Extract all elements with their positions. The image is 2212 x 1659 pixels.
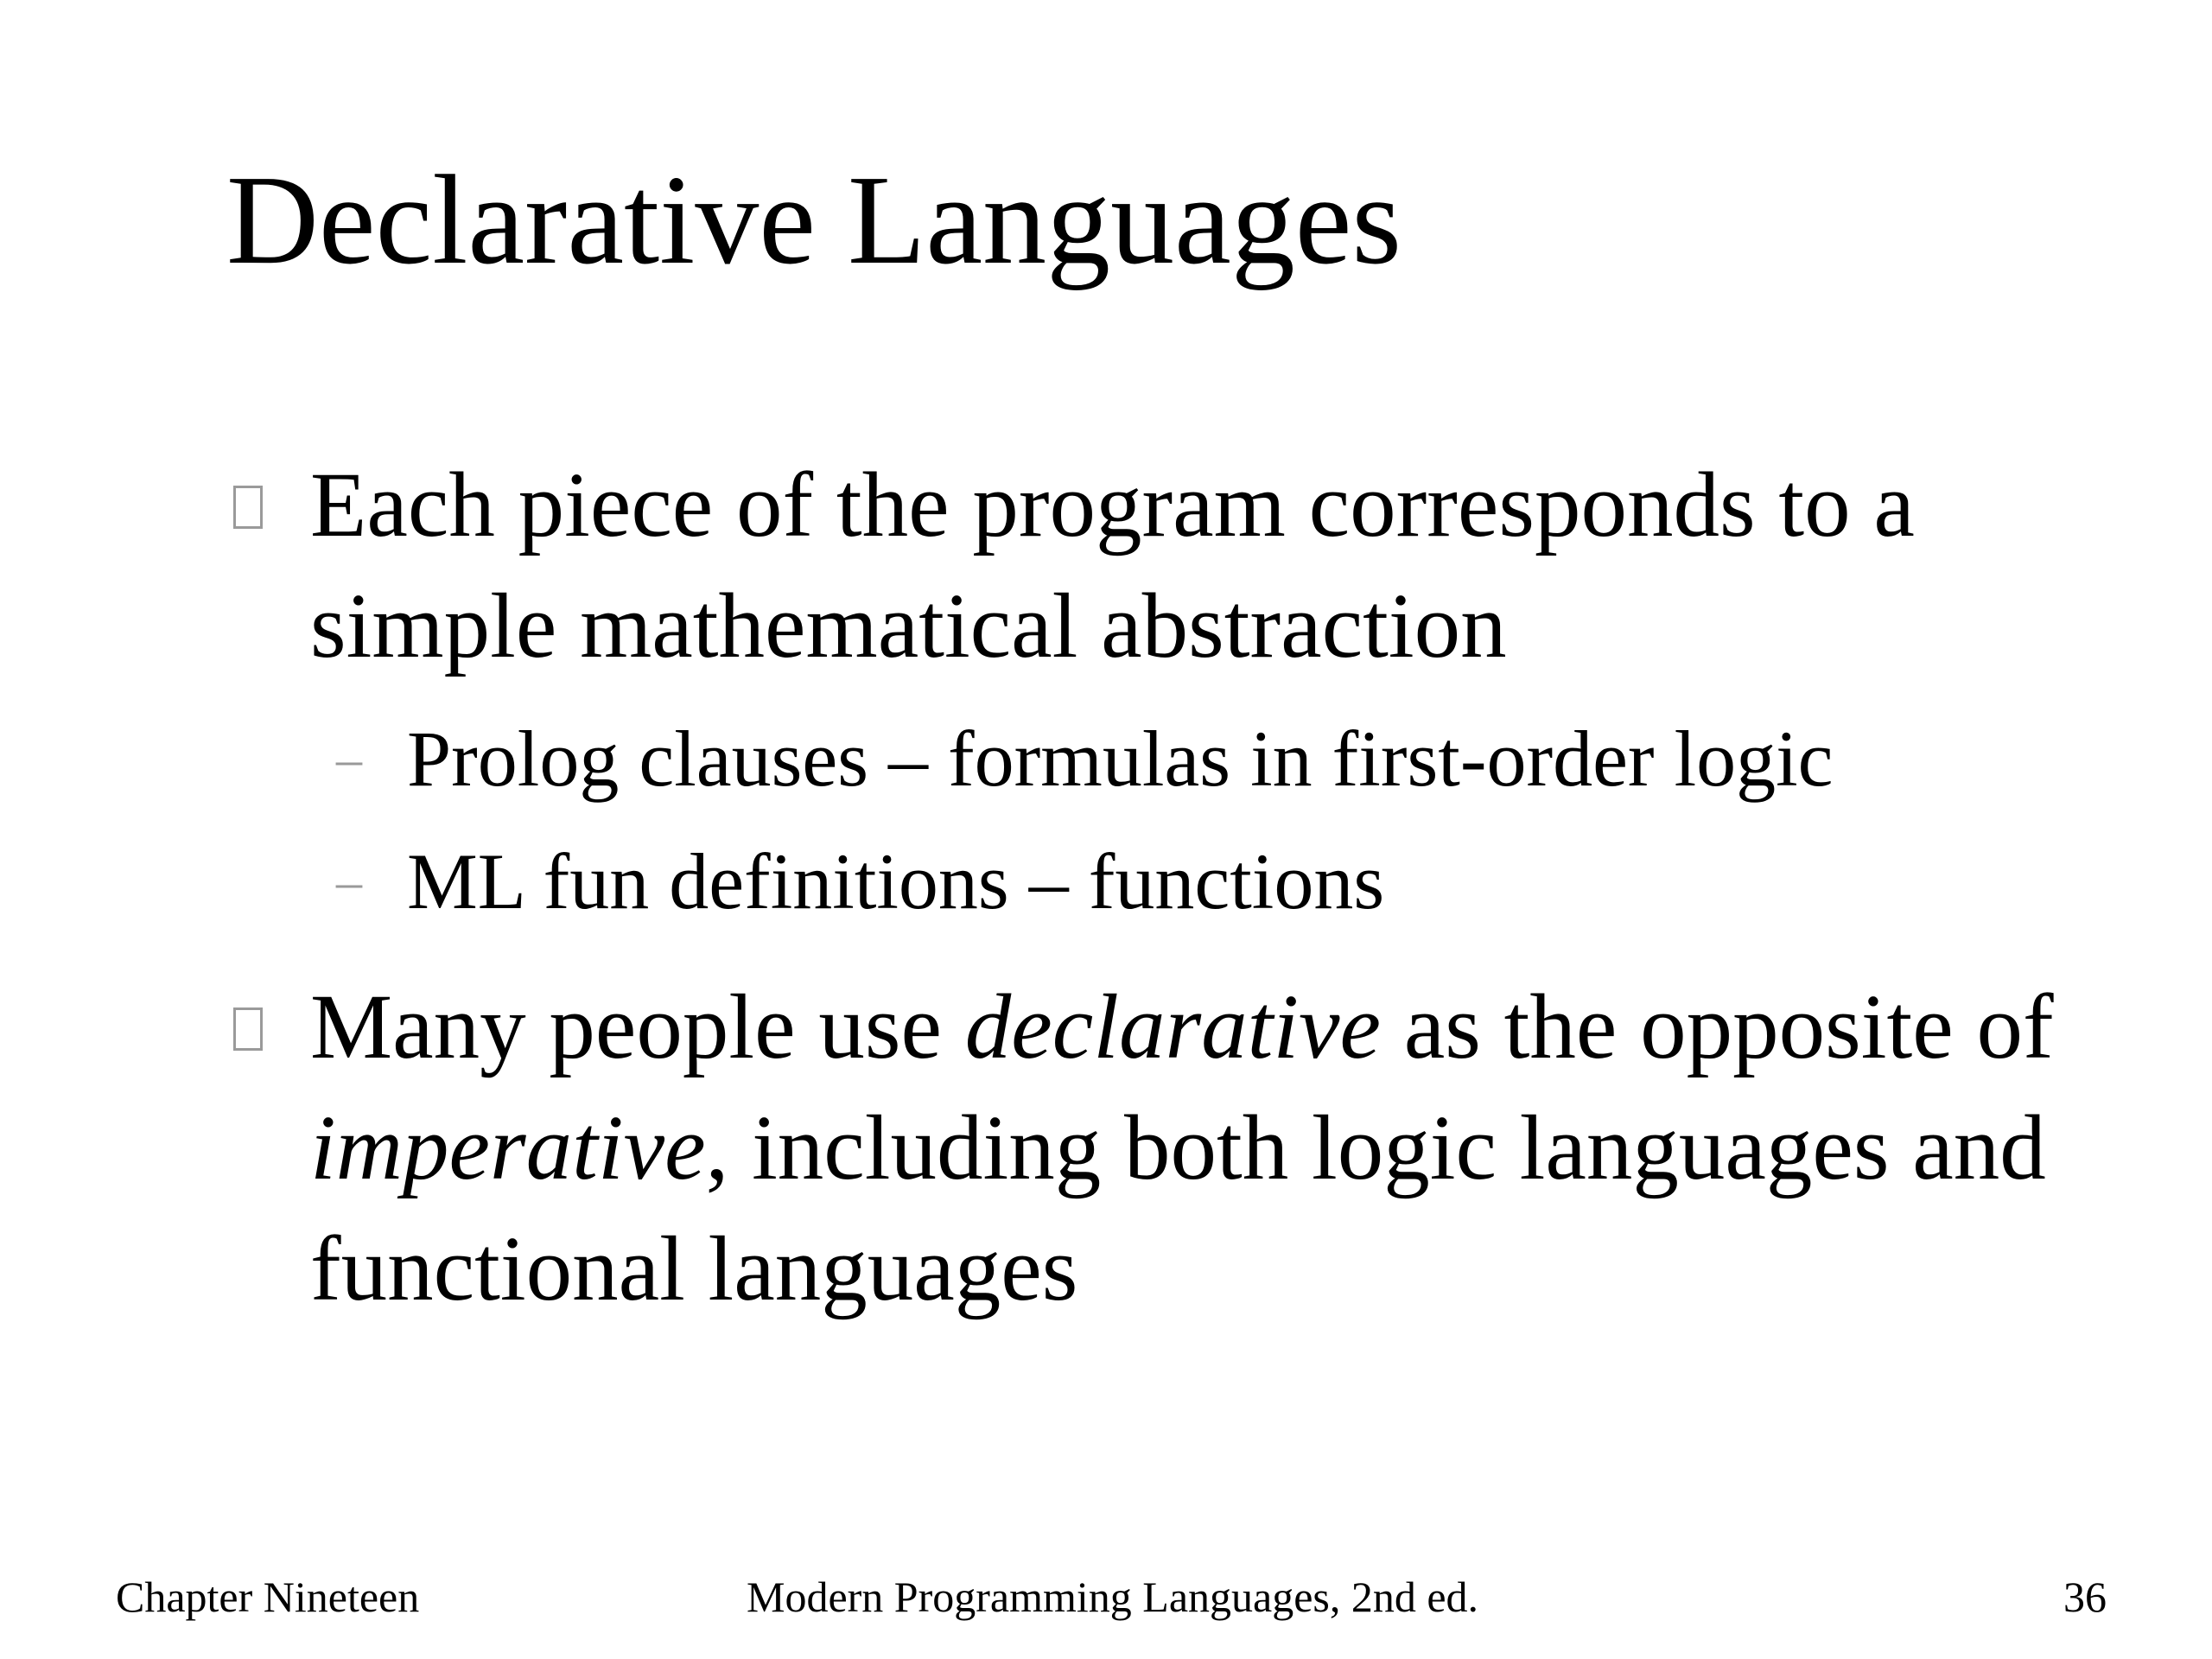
bullet-item [226, 445, 2162, 943]
bullet-text-part: as the opposite of [1381, 976, 2054, 1078]
footer-book-title: Modern Programming Languages, 2nd ed. [747, 1573, 1479, 1621]
sub-bullet-list [310, 697, 2162, 943]
footer-chapter: Chapter Nineteen [116, 1573, 420, 1621]
bullet-text-part: Many people use [310, 976, 965, 1078]
dash-bullet-icon: – [336, 730, 362, 787]
bullet-text-part: , including both logic languages and functional languages [310, 1097, 2046, 1320]
sub-bullet-item [310, 820, 2162, 943]
sub-bullet-item [310, 697, 2162, 820]
sub-bullet-text: ML fun definitions – functions [407, 837, 1385, 925]
italic-term: declarative [964, 976, 1382, 1078]
bullet-square-icon [233, 486, 263, 529]
dash-bullet-icon: – [336, 853, 362, 910]
bullet-text: Each piece of the program corresponds to a simple mathematical abstraction [310, 454, 1915, 677]
sub-bullet-text: Prolog clauses – formulas in first-order logic [407, 715, 1834, 803]
footer-page-number: 36 [2063, 1573, 2107, 1621]
bullet-list [226, 445, 2162, 1330]
slide-title: Declarative Languages [226, 149, 1402, 291]
bullet-square-icon [233, 1007, 263, 1051]
bullet-item [226, 967, 2162, 1330]
italic-term: imperative [310, 1097, 706, 1199]
